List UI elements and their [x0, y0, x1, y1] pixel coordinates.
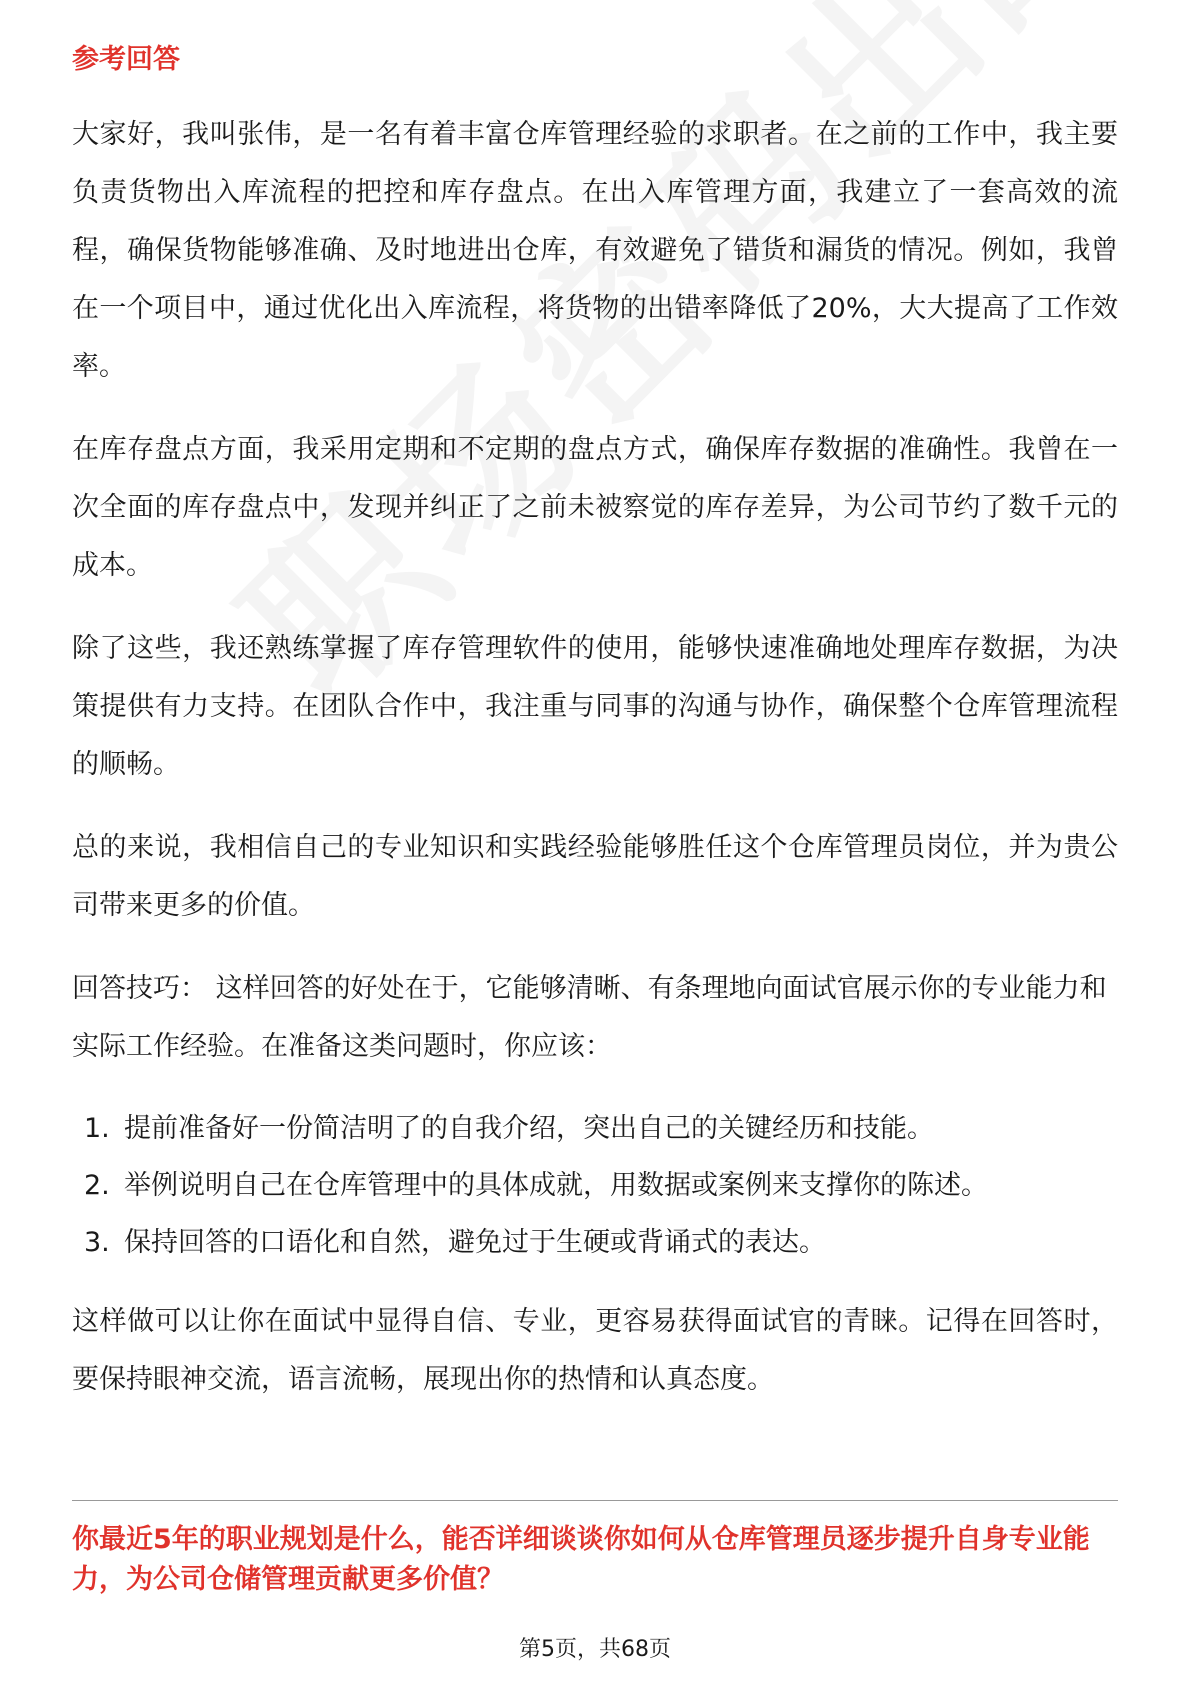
page-content [72, 40, 1118, 1434]
list-item-number: 2. [84, 1170, 110, 1201]
list-item-text: 提前准备好一份简洁明了的自我介绍，突出自己的关键经历和技能。 [124, 1113, 934, 1144]
list-item-number: 1. [84, 1113, 110, 1144]
tips-intro: 回答技巧： 这样回答的好处在于，它能够清晰、有条理地向面试官展示你的专业能力和实际工作经验。在准备这类问题时，你应该： [72, 973, 1107, 1062]
list-item [84, 1100, 1118, 1157]
answer-paragraph-1: 大家好，我叫张伟，是一名有着丰富仓库管理经验的求职者。在之前的工作中，我主要负责货物出入库流程的把控和库存盘点。在出入库管理方面，我建立了一套高效的流程，确保货物能够准确、及时地进出仓库，有效避免了错货和漏货的情况。例如，我曾在一个项目中，通过优化出入库流程，将货物的出错率降低了20%，大大提高了工作效率。 [72, 119, 1118, 382]
list-item [84, 1214, 1118, 1271]
answer-heading: 参考回答 [72, 44, 180, 75]
answer-paragraph-4: 总的来说，我相信自己的专业知识和实践经验能够胜任这个仓库管理员岗位，并为贵公司带来更多的价值。 [72, 832, 1118, 921]
list-item-number: 3. [84, 1227, 110, 1258]
next-question-heading: 你最近5年的职业规划是什么，能否详细谈谈你如何从仓库管理员逐步提升自身专业能力，为公司仓储管理贡献更多价值？ [72, 1524, 1090, 1595]
list-item-text: 举例说明自己在仓库管理中的具体成就，用数据或案例来支撑你的陈述。 [124, 1170, 988, 1201]
closing-paragraph: 这样做可以让你在面试中显得自信、专业，更容易获得面试官的青睐。记得在回答时，要保持眼神交流，语言流畅，展现出你的热情和认真态度。 [72, 1306, 1118, 1395]
list-item [84, 1157, 1118, 1214]
answer-paragraph-2: 在库存盘点方面，我采用定期和不定期的盘点方式，确保库存数据的准确性。我曾在一次全面的库存盘点中，发现并纠正了之前未被察觉的库存差异，为公司节约了数千元的成本。 [72, 434, 1118, 581]
section-divider [72, 1500, 1118, 1501]
tips-list [84, 1100, 1118, 1271]
answer-paragraph-3: 除了这些，我还熟练掌握了库存管理软件的使用，能够快速准确地处理库存数据，为决策提供有力支持。在团队合作中，我注重与同事的沟通与协作，确保整个仓库管理流程的顺畅。 [72, 633, 1118, 780]
page-footer: 第5页，共68页 [519, 1637, 671, 1662]
list-item-text: 保持回答的口语化和自然，避免过于生硬或背诵式的表达。 [124, 1227, 826, 1258]
